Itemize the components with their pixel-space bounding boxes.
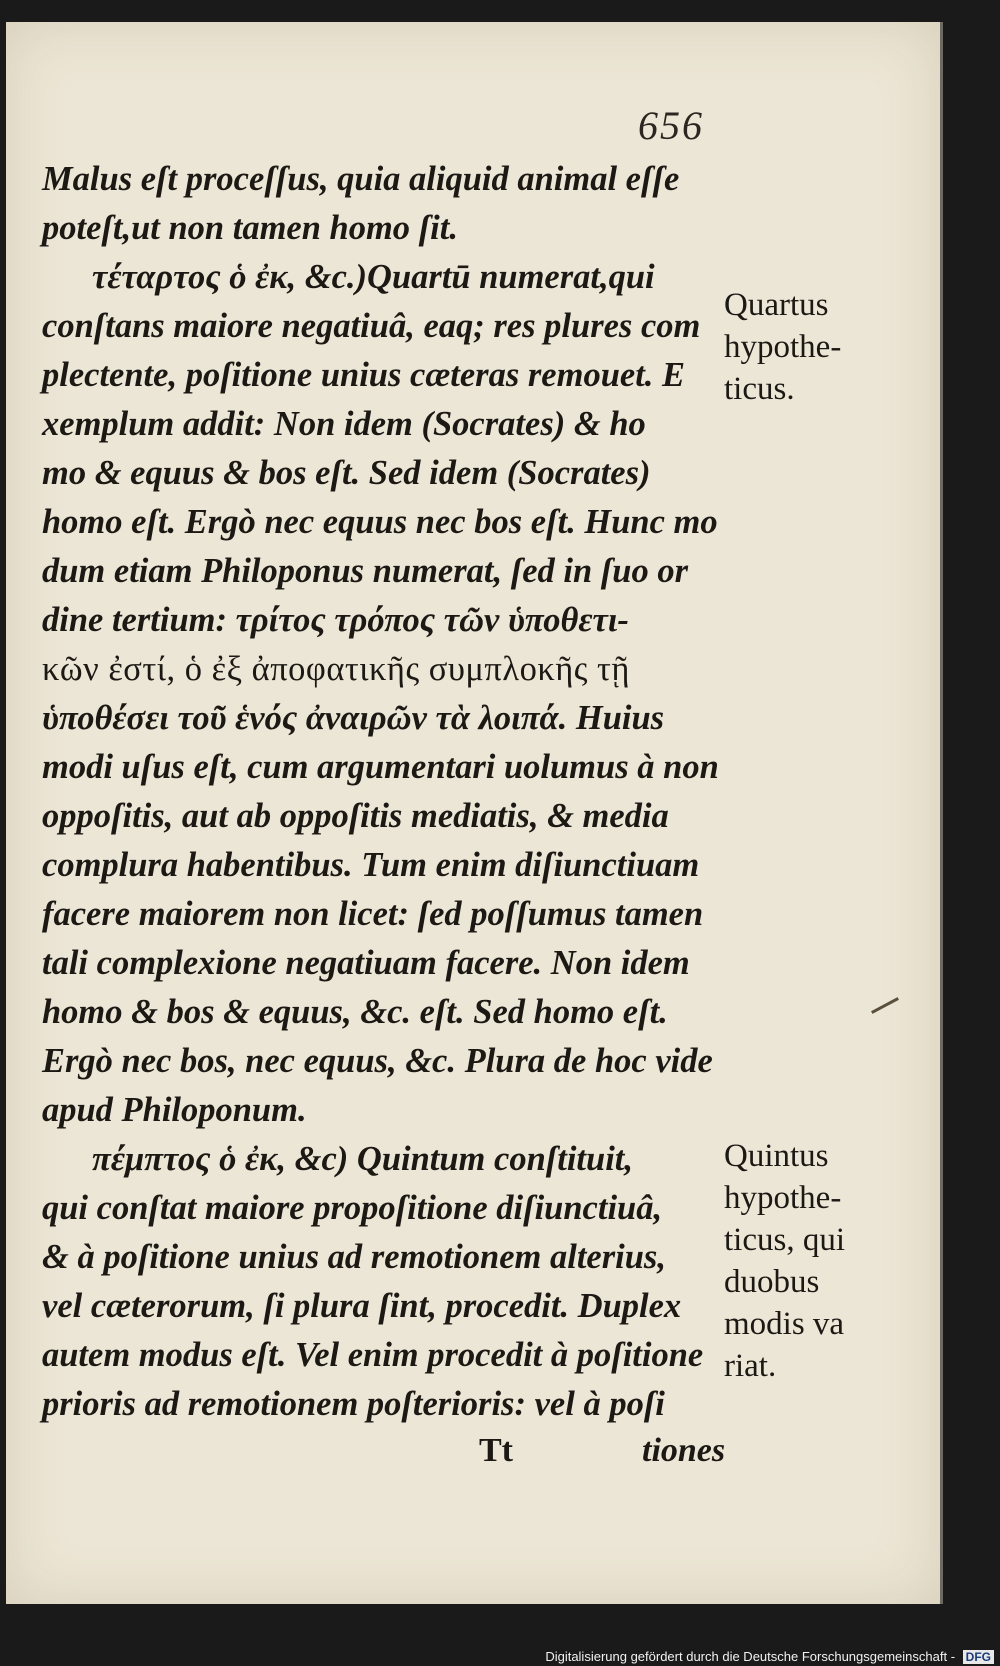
text-line: ὑποθέσει τοῦ ἑνός ἀναιρῶν τὰ λοιπά. Huius — [42, 699, 665, 737]
text-line: vel cæterorum, ſi plura ſint, procedit. Duplex — [42, 1287, 682, 1325]
text-line: homo & bos & equus, &c. eſt. Sed homo eſt. — [42, 993, 668, 1031]
text-line: dum etiam Philoponus numerat, ſed in ſuo or — [42, 552, 689, 590]
footer-text: Digitalisierung gefördert durch die Deutsche Forschungsgemeinschaft - — [545, 1649, 956, 1664]
text-line: modi uſus eſt, cum argumentari uolumus à non — [42, 748, 719, 786]
text-line: mo & equus & bos eſt. Sed idem (Socrates) — [42, 454, 651, 492]
marginal-note-line: riat. — [724, 1348, 777, 1384]
text-line-greek: κῶν ἐστί, ὁ ἐξ ἀποφατικῆς συμπλοκῆς τῇ — [42, 650, 630, 688]
marginal-note-quintus — [724, 1135, 929, 1387]
dfg-logo: DFG — [963, 1650, 994, 1664]
marginal-note-line: ticus. — [724, 371, 795, 407]
text-line: qui conſtat maiore propoſitione diſiunctiuâ, — [42, 1189, 663, 1227]
text-line: plectente, poſitione unius cæteras remouet. E — [42, 356, 686, 394]
book-page — [6, 22, 943, 1604]
marginal-note-line: ticus, qui — [724, 1222, 845, 1258]
marginal-note-line: Quartus — [724, 287, 829, 323]
catchword: tiones — [642, 1432, 726, 1469]
signature-mark: Tt — [479, 1432, 513, 1469]
marginal-note-quartus — [724, 284, 929, 410]
marginal-note-line: hypothe- — [724, 1180, 842, 1216]
text-line: πέμπτος ὁ ἐκ, &c) Quintum conſtituit, — [92, 1140, 633, 1178]
text-line: poteſt,ut non tamen homo ſit. — [42, 209, 458, 247]
digitization-footer — [545, 1649, 994, 1664]
text-line: facere maiorem non licet: ſed poſſumus tamen — [42, 895, 704, 933]
text-line: dine tertium: τρίτος τρόπος τῶν ὑποθετι- — [42, 601, 629, 639]
text-line: τέταρτος ὁ ἐκ, &c.)Quartū numerat,qui — [92, 258, 655, 296]
text-line: conſtans maiore negatiuâ, eaq; res plures com — [42, 307, 701, 345]
text-line: oppoſitis, aut ab oppoſitis mediatis, & media — [42, 797, 669, 835]
text-line: homo eſt. Ergò nec equus nec bos eſt. Hunc mo — [42, 503, 718, 541]
marginal-note-line: hypothe- — [724, 329, 842, 365]
marginal-note-line: modis va — [724, 1306, 845, 1342]
text-line: prioris ad remotionem poſterioris: vel à poſi — [42, 1385, 665, 1423]
marginal-note-line: Quintus — [724, 1138, 829, 1174]
text-line: tali complexione negatiuam facere. Non idem — [42, 944, 690, 982]
text-line: complura habentibus. Tum enim diſiunctiuam — [42, 846, 700, 884]
text-line: Malus eſt proceſſus, quia aliquid animal eſſe — [42, 160, 680, 198]
text-line: xemplum addit: Non idem (Socrates) & ho — [42, 405, 646, 443]
text-line: autem modus eſt. Vel enim procedit à poſitione — [42, 1336, 704, 1374]
text-line: apud Philoponum. — [42, 1091, 307, 1129]
main-text-block — [42, 155, 722, 1429]
text-line: & à poſitione unius ad remotionem alterius, — [42, 1238, 666, 1276]
page-number: 656 — [638, 103, 704, 148]
marginal-note-line: duobus — [724, 1264, 820, 1300]
text-line: Ergò nec bos, nec equus, &c. Plura de hoc vide — [42, 1042, 713, 1080]
